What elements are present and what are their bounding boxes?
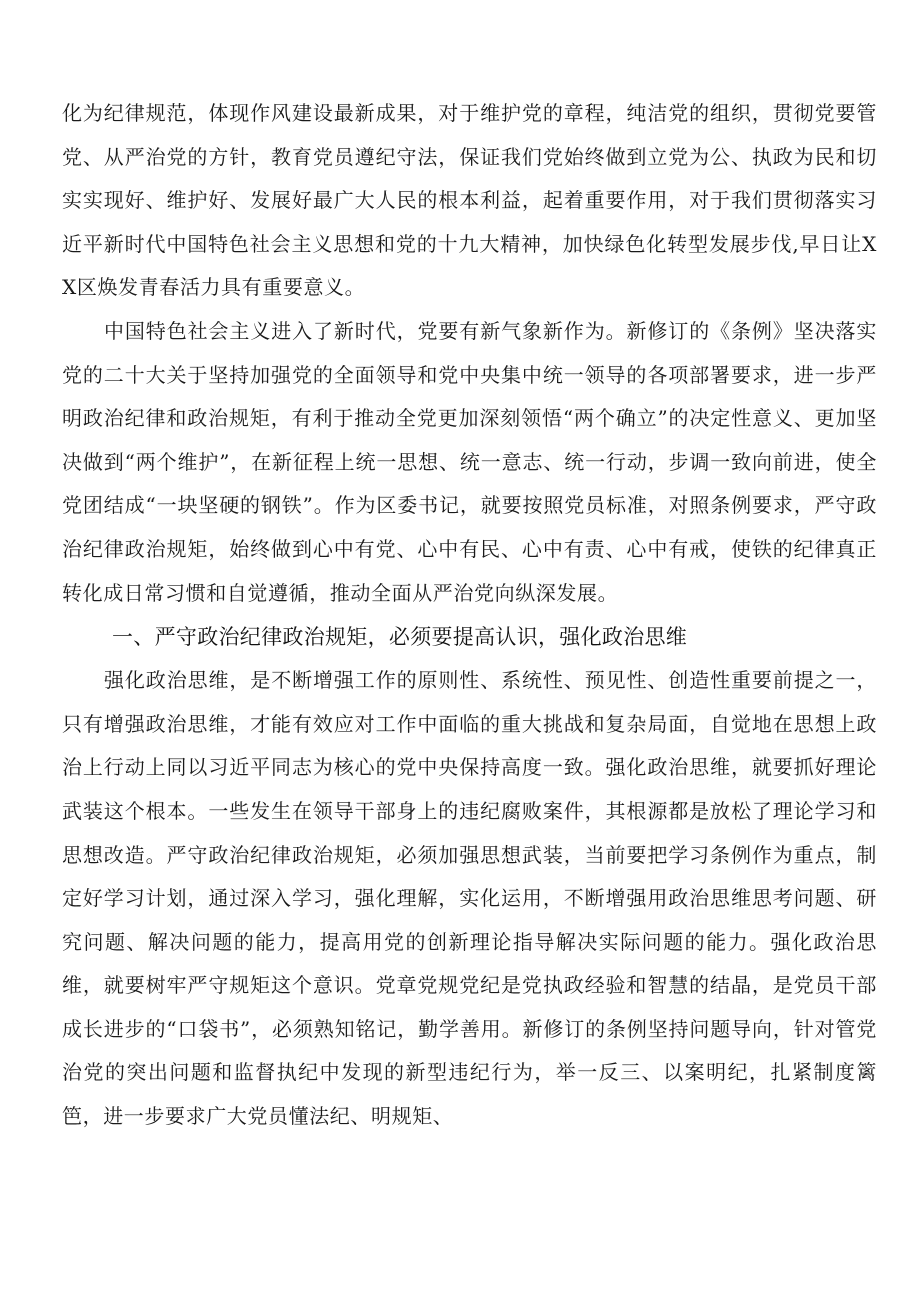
section-heading-1: 一、严守政治纪律政治规矩，必须要提高认识，强化政治思维	[112, 625, 688, 650]
body-paragraph-new-era: 中国特色社会主义进入了新时代，党要有新气象新作为。新修订的《条例》坚决落实党的二十大关于坚持加强党的全面领导和党中央集中统一领导的各项部署要求，进一步严明政治纪律和政治规矩，有利于推动全党更加深刻领悟“两个确立”的决定性意义、更加坚决做到“两个维护”，在新征程上统一思想、统一意志、统一行动，步调一致向前进，使全党团结成“一块坚硬的钢铁”。作为区委书记，就要按照党员标准，对照条例要求，严守政治纪律政治规矩，始终做到心中有党、心中有民、心中有责、心中有戒，使铁的纪律真正转化成日常习惯和自觉遵循，推动全面从严治党向纵深发展。	[62, 318, 877, 605]
document-page	[62, 92, 877, 1139]
body-paragraph-political-thinking: 强化政治思维，是不断增强工作的原则性、系统性、预见性、创造性重要前提之一，只有增强政治思维，才能有效应对工作中面临的重大挑战和复杂局面，自觉地在思想上政治上行动上同以习近平同志为核心的党中央保持高度一致。强化政治思维，就要抓好理论武装这个根本。一些发生在领导干部身上的违纪腐败案件，其根源都是放松了理论学习和思想改造。严守政治纪律政治规矩，必须加强思想武装，当前要把学习条例作为重点，制定好学习计划，通过深入学习，强化理解，实化运用，不断增强用政治思维思考问题、研究问题、解决问题的能力，提高用党的创新理论指导解决实际问题的能力。强化政治思维，就要树牢严守规矩这个意识。党章党规党纪是党执政经验和智慧的结晶，是党员干部成长进步的“口袋书”，必须熟知铭记，勤学善用。新修订的条例坚持问题导向，针对管党治党的突出问题和监督执纪中发现的新型违纪行为，举一反三、以案明纪，扎紧制度篱笆，进一步要求广大党员懂法纪、明规矩、	[62, 668, 877, 1129]
body-paragraph-continued: 化为纪律规范，体现作风建设最新成果，对于维护党的章程，纯洁党的组织，贯彻党要管党、从严治党的方针，教育党员遵纪守法，保证我们党始终做到立党为公、执政为民和切实实现好、维护好、发展好最广大人民的根本利益，起着重要作用，对于我们贯彻落实习近平新时代中国特色社会主义思想和党的十九大精神，加快绿色化转型发展步伐,早日让XX区焕发青春活力具有重要意义。	[62, 101, 877, 300]
